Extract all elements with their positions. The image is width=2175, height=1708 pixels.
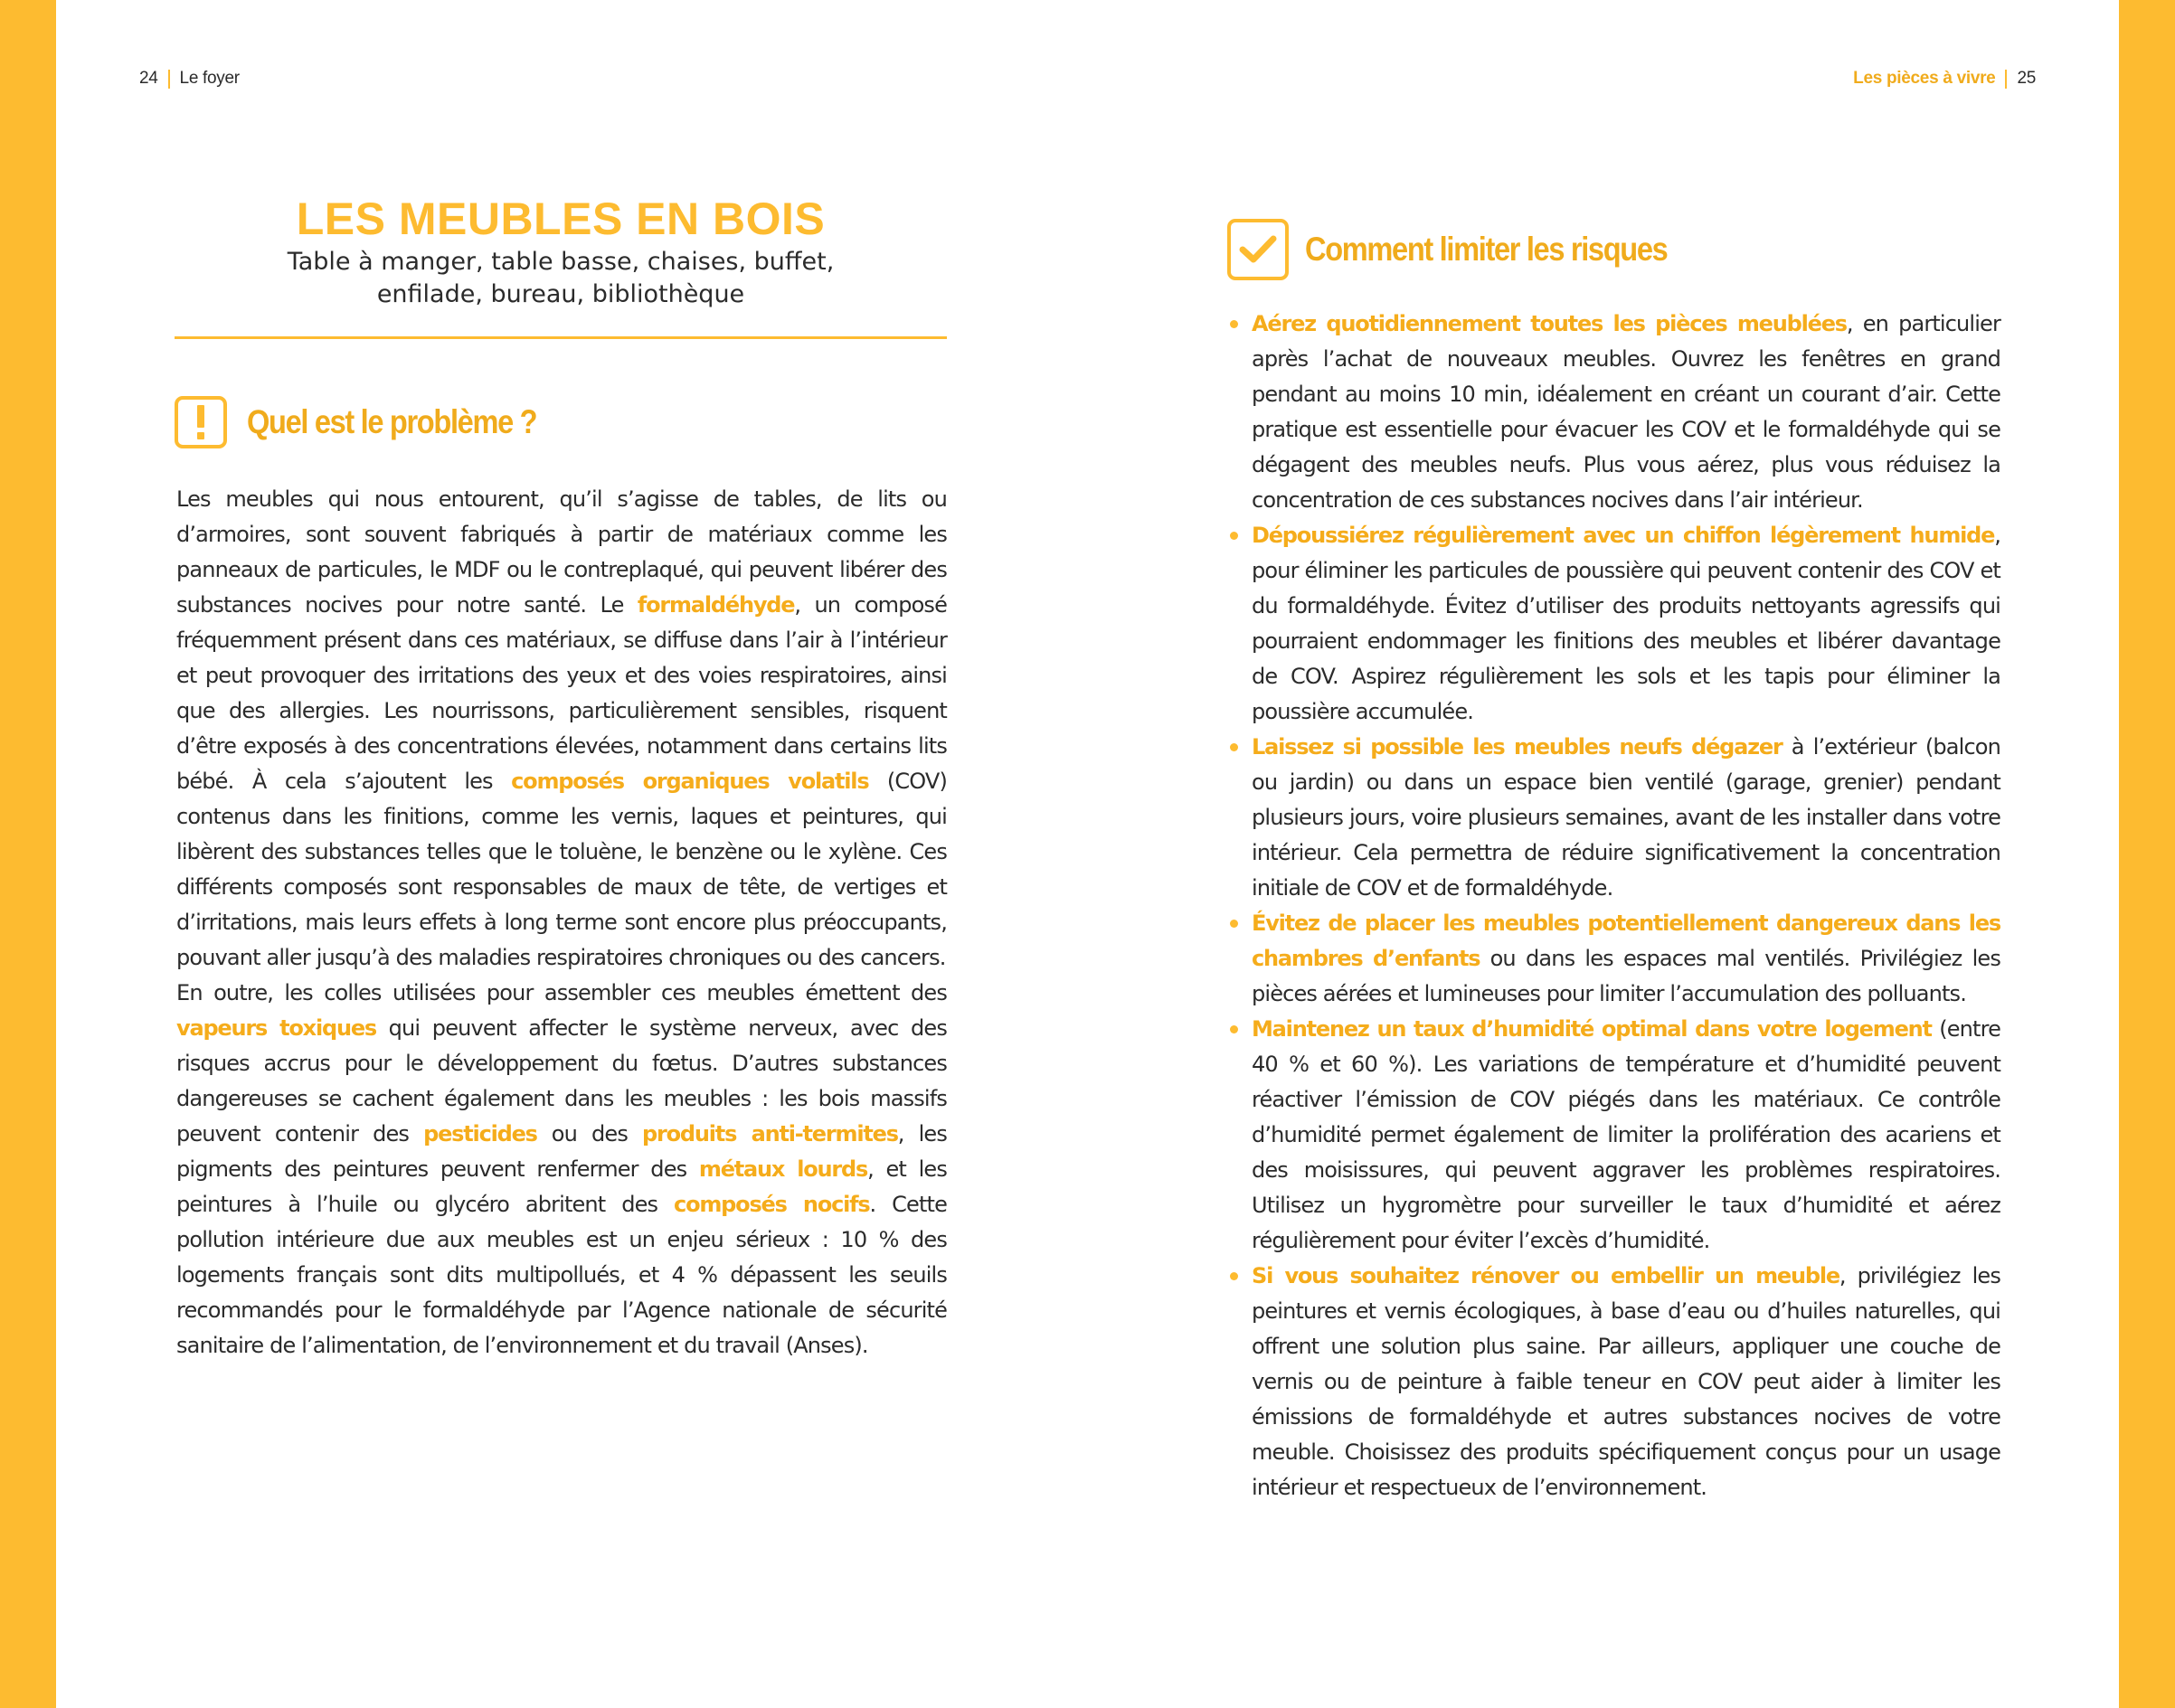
body-text-run: , les pigments des peintures peuvent renfermer des: [176, 1121, 947, 1182]
left-section-name: Le foyer: [179, 69, 240, 88]
left-page-number: 24: [139, 69, 158, 88]
tip-lead: Évitez de placer les meubles potentiellement dangereux dans les chambres d’enfants: [1252, 911, 2000, 971]
tip-lead: Laissez si possible les meubles neufs dégazer: [1252, 734, 1783, 760]
risks-heading: Comment limiter les risques: [1305, 231, 1668, 268]
body-text-run: Les meubles qui nous entourent, qu’il s’agisse de tables, de lits ou d’armoires, sont souvent fabriqués à partir de matériaux comme les panneaux de particules, le MDF ou le contreplaqué, qui peuvent libérer des substances nocives pour notre santé. Le: [176, 486, 947, 618]
exclamation-icon: [175, 396, 227, 448]
problem-heading: Quel est le problème ?: [247, 403, 537, 440]
tip-lead: Aérez quotidiennement toutes les pièces meublées: [1252, 311, 1847, 336]
problem-body: [176, 482, 947, 1364]
bullet-dot: [1230, 1025, 1238, 1033]
bullet-dot: [1230, 532, 1238, 540]
article-subtitle: [175, 246, 947, 311]
article-subtitle-line: Table à manger, table basse, chaises, buffet,: [287, 248, 835, 276]
tip-text: ou dans les espaces mal ventilés. Privilégiez les pièces aérées et lumineuses pour limiter l’accumulation des polluants.: [1252, 946, 2000, 1006]
problem-paragraph: [176, 482, 947, 976]
tip-lead: Dépoussiérez régulièrement avec un chiffon légèrement humide: [1252, 523, 1995, 548]
article-header: [175, 194, 947, 311]
highlight-term: composés nocifs: [674, 1192, 870, 1217]
list-item: [1228, 1012, 2000, 1259]
bullet-dot: [1230, 743, 1238, 751]
highlight-term: vapeurs toxiques: [176, 1015, 376, 1041]
right-page-number: 25: [2017, 69, 2036, 88]
article-subtitle-line: enfilade, bureau, bibliothèque: [376, 280, 745, 308]
list-item: [1228, 1259, 2000, 1505]
highlight-term: pesticides: [423, 1121, 537, 1147]
tip-lead: Si vous souhaitez rénover ou embellir un meuble: [1252, 1263, 1839, 1288]
tip-text: , privilégiez les peintures et vernis écologiques, à base d’eau ou d’huiles naturelles, qui offrent une solution plus saine. Par ailleurs, appliquer une couche de vernis ou de peinture à faible teneur en COV peut aider à limiter les émissions de formaldéhyde et autres substances nocives de votre meuble. Choisissez des produits spécifiquement conçus pour un usage intérieur et respectueux de l’environnement.: [1252, 1263, 2000, 1500]
header-separator: [2005, 70, 2007, 89]
left-page-edge-band: [0, 0, 56, 1708]
body-text-run: (COV) contenus dans les finitions, comme les vernis, laques et peintures, qui libèrent des substances telles que le toluène, le benzène ou le xylène. Ces différents composés sont responsables de maux de tête, de vertiges et d’irritations, mais leurs effets à long terme sont encore plus préoccupants, pouvant aller jusqu’à des maladies respiratoires chroniques ou des cancers.: [176, 769, 947, 970]
body-text-run: En outre, les colles utilisées pour assembler ces meubles émettent des: [176, 980, 947, 1005]
bullet-dot: [1230, 320, 1238, 328]
body-text-run: , un composé fréquemment présent dans ces matériaux, se diffuse dans l’air à l’intérieur et peut provoquer des irritations des yeux et des voies respiratoires, ainsi que des allergies. Les nourrissons, particulièrement sensibles, risquent d’être exposés à des concentrations élevées, notamment dans certains lits bébé. À cela s’ajoutent les: [176, 592, 947, 794]
body-text-run: ou des: [536, 1121, 643, 1147]
right-running-header: [1853, 69, 2036, 89]
header-separator: [168, 70, 170, 89]
list-item: [1228, 730, 2000, 906]
body-text-run: , et les peintures à l’huile ou glycéro abritent des: [176, 1156, 947, 1217]
highlight-term: métaux lourds: [698, 1156, 868, 1182]
highlight-term: composés organiques volatils: [511, 769, 869, 794]
tip-lead: Maintenez un taux d’humidité optimal dans votre logement: [1252, 1016, 1932, 1042]
right-section-name: Les pièces à vivre: [1853, 69, 1996, 88]
body-text-run: qui peuvent affecter le système nerveux, avec des risques accrus pour le développement du fœtus. D’autres substances dangereuses se cachent également dans les meubles : les bois massifs peuvent contenir des: [176, 1015, 947, 1147]
tip-text: , en particulier après l’achat de nouveaux meubles. Ouvrez les fenêtres en grand pendant au moins 10 min, idéalement en créant un courant d’air. Cette pratique est essentielle pour évacuer les COV et le formaldéhyde qui se dégagent des meubles neufs. Plus vous aérez, plus vous réduisez la concentration de ces substances nocives dans l’air intérieur.: [1252, 311, 2000, 513]
article-title: LES MEUBLES EN BOIS: [296, 193, 826, 244]
left-running-header: [139, 69, 240, 89]
list-item: [1228, 518, 2000, 730]
tip-text: (entre 40 % et 60 %). Les variations de température et d’humidité peuvent réactiver l’émission de COV piégés dans les matériaux. Ce contrôle d’humidité permet également de limiter la prolifération des acariens et des moisissures, qui peuvent aggraver les problèmes respiratoires. Utilisez un hygromètre pour surveiller le taux d’humidité et aérez régulièrement pour éviter l’excès d’humidité.: [1252, 1016, 2000, 1253]
list-item: [1228, 906, 2000, 1012]
checkbox-check-icon: [1227, 219, 1289, 280]
highlight-term: produits anti-termites: [642, 1121, 898, 1147]
risks-section-header: [1227, 219, 1716, 280]
title-underline-divider: [175, 336, 947, 339]
body-text-run: . Cette pollution intérieure due aux meubles est un enjeu sérieux : 10 % des logements français sont dits multipollués, et 4 % dépassent les seuils recommandés pour le formaldéhyde par l’Agence nationale de sécurité sanitaire de l’alimentation, de l’environnement et du travail (Anses).: [176, 1192, 948, 1358]
problem-section-header: [175, 396, 576, 448]
bullet-dot: [1230, 920, 1238, 928]
right-page-edge-band: [2119, 0, 2175, 1708]
list-item: [1228, 307, 2000, 518]
tip-text: , pour éliminer les particules de poussière qui peuvent contenir des COV et du formaldéhyde. Évitez d’utiliser des produits nettoyants agressifs qui pourraient endommager les finitions des meubles et libérer davantage de COV. Aspirez régulièrement les sols et les tapis pour éliminer la poussière accumulée.: [1252, 523, 2000, 724]
bullet-dot: [1230, 1272, 1238, 1280]
problem-paragraph: [176, 976, 947, 1364]
tips-list: [1228, 307, 2000, 1505]
highlight-term: formaldéhyde: [637, 592, 795, 618]
tip-text: à l’extérieur (balcon ou jardin) ou dans un espace bien ventilé (garage, grenier) pendant plusieurs jours, voire plusieurs semaines, avant de les installer dans votre intérieur. Cela permettra de réduire significativement la concentration initiale de COV et de formaldéhyde.: [1252, 734, 2000, 901]
